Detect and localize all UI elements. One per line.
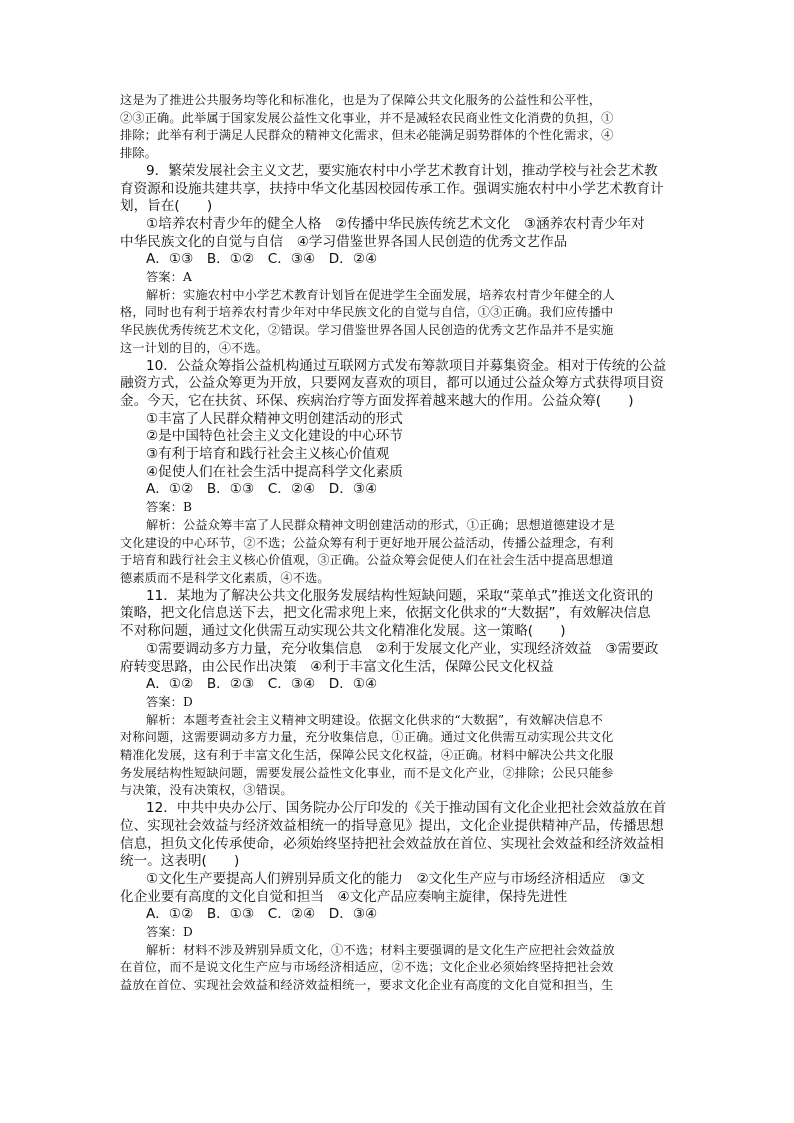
answer-choices: A．①③ B．①② C．③④ D．②④	[146, 251, 378, 268]
explanation-text: 务发展结构性短缺问题，需要发展公益性文化事业，而不是文化产业，②排除；公民只能参	[120, 765, 614, 780]
answer-choices: A．①② B．①③ C．②④ D．③④	[146, 906, 378, 923]
explanation-text: 这一计划的目的，④不选。	[120, 340, 269, 355]
question-11-stem: 11．某地为了解决公共文化服务发展结构性短缺问题，采取“菜单式”推送文化资讯的	[146, 587, 654, 604]
answer-choices: A．①② B．①③ C．②④ D．③④	[146, 481, 378, 498]
explanation-text: 解析：材料不涉及辨别异质文化，①不选；材料主要强调的是文化生产应把社会效益放	[146, 942, 615, 957]
explanation-text: 解析：本题考查社会主义精神文明建设。依据文化供求的“大数据”，有效解决信息不	[146, 712, 603, 727]
question-options: ①培养农村青少年的健全人格 ②传播中华民族传统艺术文化 ③涵养农村青少年对	[146, 215, 645, 232]
text-line: 金。今天，它在扶贫、环保、疾病治疗等方面发挥着越来越大的作用。公益众筹( )	[120, 392, 634, 409]
text-line: 划，旨在( )	[120, 198, 213, 215]
question-options: ①需要调动多方力量，充分收集信息 ②利于发展文化产业，实现经济效益 ③需要政	[146, 640, 659, 657]
answer-choices: A．①② B．②③ C．③④ D．①④	[146, 676, 378, 693]
text-line: 融资方式，公益众筹更为开放，只要网友喜欢的项目，都可以通过公益众筹方式获得项目资	[120, 375, 664, 392]
question-options: ③有利于培育和践行社会主义核心价值观	[146, 446, 390, 463]
question-options: ②是中国特色社会主义文化建设的中心环节	[146, 428, 403, 445]
answer-label: 答案：A	[146, 270, 192, 285]
text-line: 育资源和设施共建共享，扶持中华文化基因校园传承工作。强调实施农村中小学艺术教育计	[120, 180, 664, 197]
explanation-text: 于培育和践行社会主义核心价值观，③正确。公益众筹会促使人们在社会生活中提高思想道	[120, 553, 614, 568]
question-options: ④促使人们在社会生活中提高科学文化素质	[146, 463, 403, 480]
question-options: 中华民族文化的自觉与自信 ④学习借鉴世界各国人民创造的优秀文艺作品	[120, 233, 568, 250]
explanation-text: 益放在首位、实现社会效益和经济效益相统一，要求文化企业有高度的文化自觉和担当，生	[120, 978, 614, 993]
question-options: ①丰富了人民群众精神文明创建活动的形式	[146, 410, 403, 427]
text-line: 不对称问题，通过文化供需互动实现公共文化精准化发展。这一策略( )	[120, 623, 566, 640]
document-page	[120, 92, 676, 995]
answer-label: 答案：B	[146, 500, 193, 515]
explanation-text: 在首位，而不是说文化生产应与市场经济相适应，②不选；文化企业必须始终坚持把社会效	[120, 960, 614, 975]
text-line: 排除。	[120, 146, 158, 161]
answer-label: 答案：D	[146, 925, 193, 940]
question-options: 府转变思路，由公民作出决策 ④利于丰富文化生活，保障公民文化权益	[120, 658, 554, 675]
text-line: 信息，担负文化传承使命，必须始终坚持把社会效益放在首位、实现社会效益和经济效益相	[120, 835, 664, 852]
explanation-text: 格，同时也有利于培养农村青少年对中华民族文化的自觉与自信，①③正确。我们应传播中	[120, 305, 614, 320]
text-line: 策略，把文化信息送下去，把文化需求兜上来，依据文化供求的“大数据”，有效解决信息	[120, 605, 651, 622]
question-9-stem: 9．繁荣发展社会主义文艺，要实施农村中小学艺术教育计划，推动学校与社会艺术教	[146, 162, 658, 179]
question-options: 化企业要有高度的文化自觉和担当 ④文化产品应奏响主旋律，保持先进性	[120, 888, 568, 905]
question-12-stem: 12．中共中央办公厅、国务院办公厅印发的《关于推动国有文化企业把社会效益放在首	[146, 800, 667, 817]
answer-label: 答案：D	[146, 694, 193, 709]
text-line: 位、实现社会效益与经济效益相统一的指导意见》提出，文化企业提供精神产品，传播思想	[120, 817, 664, 834]
text-line: 统一。这表明( )	[120, 853, 240, 870]
explanation-text: 文化建设的中心环节，②不选；公益众筹有利于更好地开展公益活动，传播公益理念，有利	[120, 535, 614, 550]
question-options: ①文化生产要提高人们辨别异质文化的能力 ②文化生产应与市场经济相适应 ③文	[146, 870, 645, 887]
explanation-text: 精准化发展，这有利于丰富文化生活，保障公民文化权益，④正确。材料中解决公共文化服	[120, 748, 614, 763]
explanation-text: 解析：公益众筹丰富了人民群众精神文明创建活动的形式，①正确；思想道德建设才是	[146, 517, 615, 532]
explanation-text: 德素质而不是科学文化素质，④不选。	[120, 570, 330, 585]
text-line: ②③正确。此举属于国家发展公益性文化事业，并不是减轻农民商业性文化消费的负担，①	[120, 110, 614, 125]
text-line: 排除；此举有利于满足人民群众的精神文化需求，但未必能满足弱势群体的个性化需求，④	[120, 128, 614, 143]
question-10-stem: 10．公益众筹指公益机构通过互联网方式发布筹款项目并募集资金。相对于传统的公益	[146, 357, 667, 374]
explanation-text: 华民族优秀传统艺术文化，②错误。学习借鉴世界各国人民创造的优秀文艺作品并不是实施	[120, 323, 614, 338]
explanation-text: 解析：实施农村中小学艺术教育计划旨在促进学生全面发展，培养农村青少年健全的人	[146, 287, 615, 302]
text-line: 这是为了推进公共服务均等化和标准化，也是为了保障公共文化服务的公益性和公平性，	[120, 93, 602, 107]
explanation-text: 对称问题，这需要调动多方力量，充分收集信息，①正确。通过文化供需互动实现公共文化	[120, 730, 614, 745]
explanation-text: 与决策，没有决策权，③错误。	[120, 783, 293, 798]
